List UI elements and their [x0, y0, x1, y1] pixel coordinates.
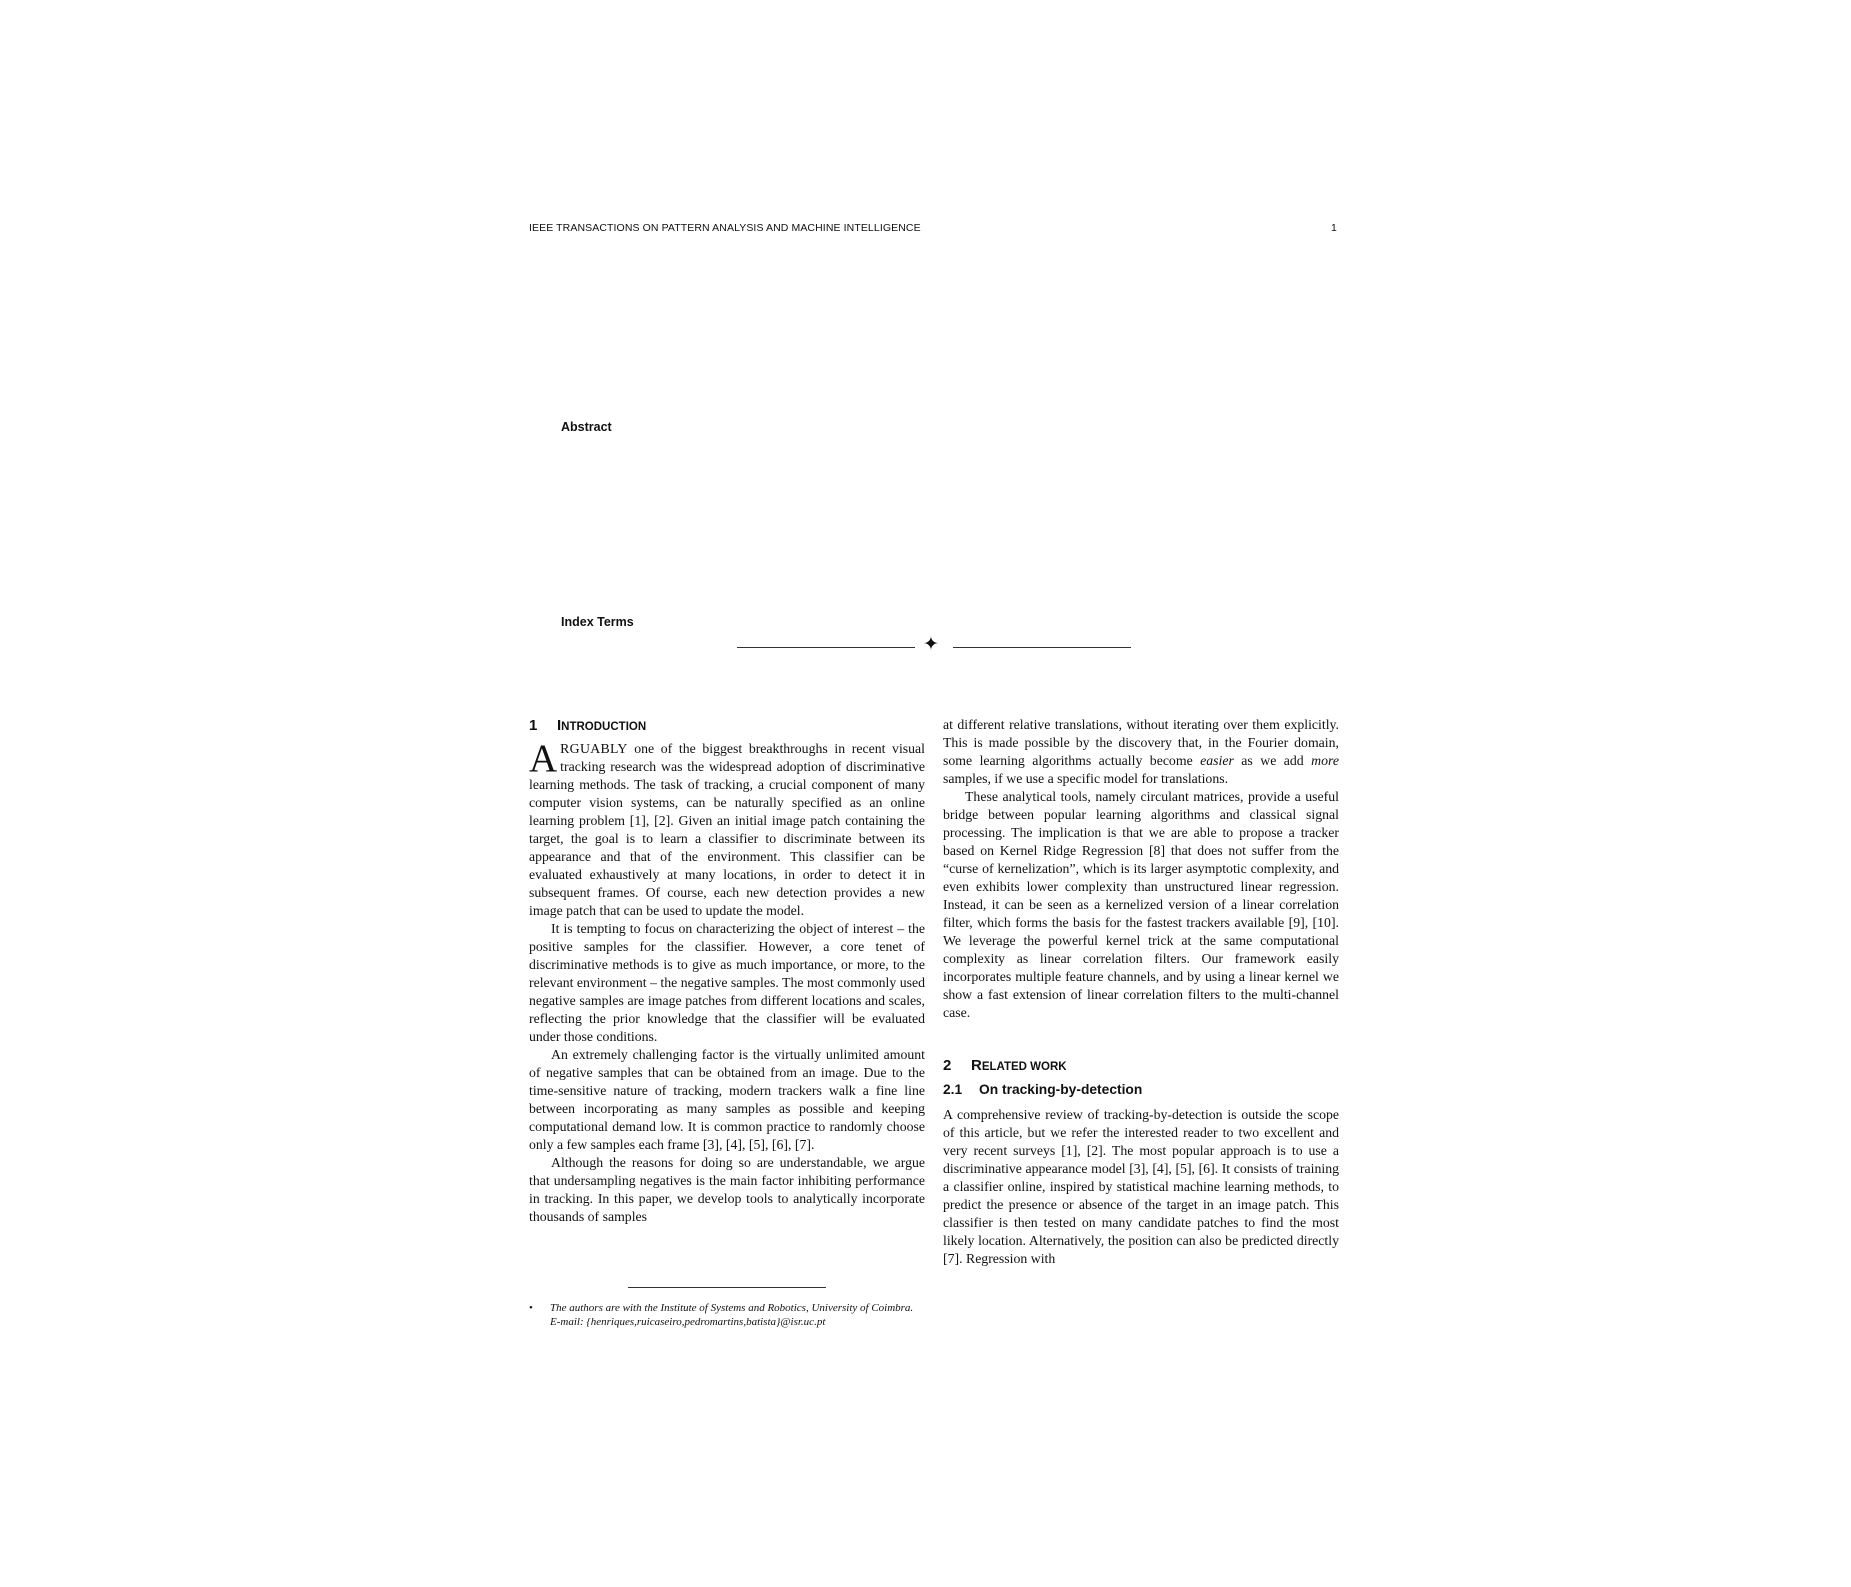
footnote-rule — [628, 1287, 826, 1288]
divider-line-left — [737, 647, 915, 648]
journal-title: IEEE TRANSACTIONS ON PATTERN ANALYSIS AND MACHINE INTELLIGENCE — [529, 222, 921, 234]
abstract-heading: Abstract — [561, 420, 612, 434]
page-number: 1 — [1331, 222, 1337, 234]
p5-emphasis-more: more — [1311, 753, 1339, 768]
p5-emphasis-easier: easier — [1200, 753, 1234, 768]
left-column — [529, 716, 925, 1226]
p5-part-b: as we add — [1233, 753, 1312, 768]
intro-paragraph-1 — [529, 737, 925, 920]
index-terms-heading: Index Terms — [561, 615, 634, 629]
related-paragraph-1: A comprehensive review of tracking-by-detection is outside the scope of this article, but we refer the interested reader to two excellent and very recent surveys [1], [2]. The most popular approach is to use a discriminative appearance model [3], [4], [5], [6]. It consists of training a classifier online, inspired by statistical machine learning methods, to predict the presence or absence of the target in an image patch. This classifier is then tested on many candidate patches to find the most likely location. Alternatively, the position can also be predicted directly [7]. Regression with — [943, 1107, 1339, 1266]
subsection-number: 2.1 — [943, 1082, 963, 1097]
subsection-heading-tracking-by-detection — [943, 1081, 1339, 1099]
drop-cap: A — [529, 737, 558, 780]
section-number: 2 — [943, 1057, 952, 1074]
intro-paragraph-2: It is tempting to focus on characterizing the object of interest – the positive samples for the classifier. However, a core tenet of discriminative methods is to give as much importance, or more, to the relevant environment – the negative samples. The most commonly used negative samples are image patches from different locations and scales, reflecting the prior knowledge that the classifier will be evaluated under those conditions. — [529, 921, 925, 1044]
right-column — [943, 716, 1339, 1268]
intro-paragraph-5 — [943, 716, 1339, 788]
footnote-email: E-mail: {henriques,ruicaseiro,pedromartins,batista}@isr.uc.pt — [550, 1316, 826, 1328]
section-title-initial: R — [971, 1057, 982, 1074]
section-heading-related-work — [943, 1056, 1339, 1077]
divider-star-icon: ✦ — [923, 634, 939, 655]
intro-paragraph-6: These analytical tools, namely circulant matrices, provide a useful bridge between popular learning algorithms and classical signal processing. The implication is that we are able to propose a tracker based on Kernel Ridge Regression [8] that does not suffer from the “curse of kernelization”, which is its larger asymptotic complexity, and even exhibits lower complexity than unstructured linear regression. Instead, it can be seen as a kernelized version of a linear correlation filter, which forms the basis for the fastest trackers available [9], [10]. We leverage the powerful kernel trick at the same computational complexity as linear correlation filters. Our framework easily incorporates multiple feature channels, and by using a linear kernel we show a fast extension of linear correlation filters to the multi-channel case. — [943, 789, 1339, 1020]
footnote-bullet-icon: • — [529, 1302, 533, 1314]
running-head — [529, 222, 1337, 234]
section-title-rest: NTRODUCTION — [561, 721, 647, 733]
intro-paragraph-1-text: one of the biggest breakthroughs in recent visual tracking research was the widespread adoption of discriminative learning methods. The task of tracking, a crucial component of many computer vision systems, can be naturally specified as an online learning problem [1], [2]. Given an initial image patch containing the target, the goal is to learn a classifier to discriminate between its appearance and that of the environment. This classifier can be evaluated exhaustively at many locations, in order to detect it in subsequent frames. Of course, each new detection provides a new image patch that can be used to update the model. — [529, 741, 925, 918]
lead-word: RGUABLY — [560, 741, 628, 756]
footnote — [529, 1301, 925, 1329]
section-title-rest: ELATED WORK — [981, 1061, 1067, 1073]
section-spacer — [943, 1022, 1339, 1056]
p5-part-c: samples, if we use a specific model for translations. — [943, 771, 1229, 786]
subsection-title: On tracking-by-detection — [979, 1082, 1143, 1097]
section-title-initial: I — [557, 717, 562, 734]
footnote-affiliation: The authors are with the Institute of Systems and Robotics, University of Coimbra. — [550, 1302, 914, 1314]
section-heading-introduction — [529, 716, 925, 737]
intro-paragraph-3: An extremely challenging factor is the virtually unlimited amount of negative samples that can be obtained from an image. Due to the time-sensitive nature of tracking, modern trackers walk a fine line between incorporating as many samples as possible and keeping computational demand low. It is common practice to randomly choose only a few samples each frame [3], [4], [5], [6], [7]. — [529, 1047, 925, 1152]
intro-paragraph-4: Although the reasons for doing so are understandable, we argue that undersampling negatives is the main factor inhibiting performance in tracking. In this paper, we develop tools to analytically incorporate thousands of samples — [529, 1155, 925, 1224]
p5-part-a: at different relative translations, without iterating over them explicitly. This is made possible by the discovery that, in the Fourier domain, some learning algorithms actually become — [943, 717, 1339, 768]
section-divider — [737, 634, 1131, 659]
divider-line-right — [953, 647, 1131, 648]
section-number: 1 — [529, 717, 538, 734]
